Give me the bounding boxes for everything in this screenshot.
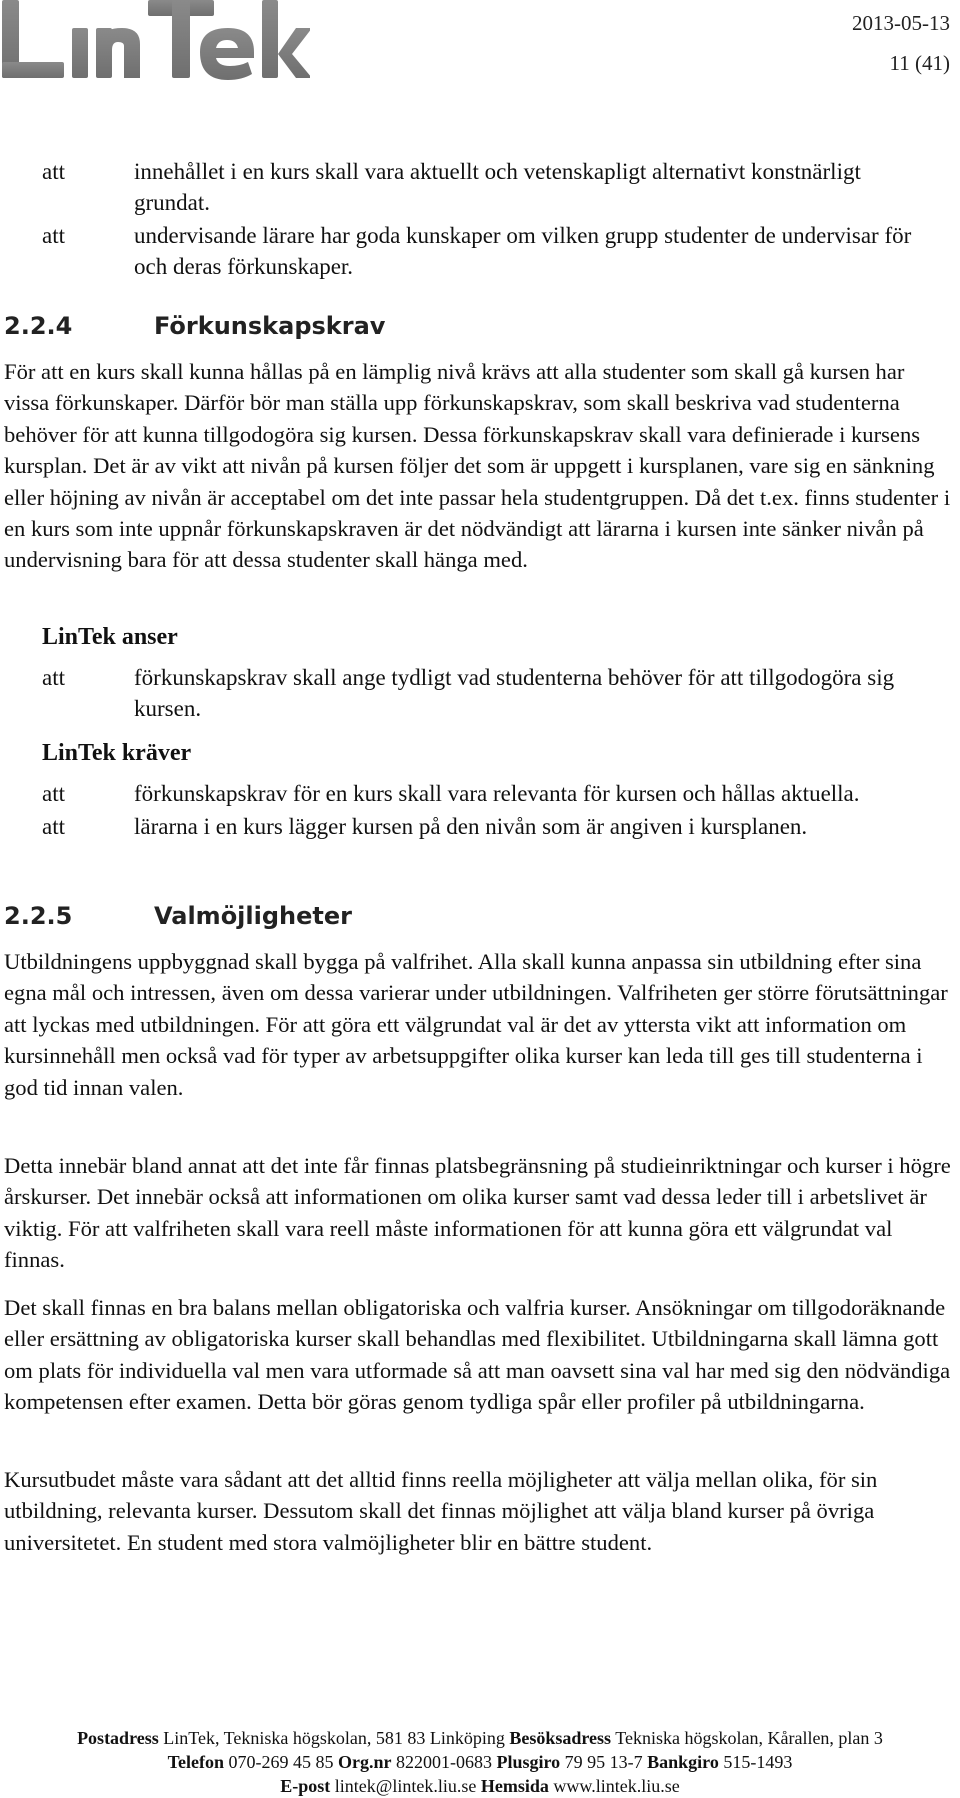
section-heading-2-2-4 [4, 312, 385, 340]
paragraph: Kursutbudet måste vara sådant att det alltid finns reella möjligheter att välja mellan olika, för sin utbildning, relevanta kurser. Dessutom skall det finnas möjlighet att välja bland kurser på övriga universitetet. En student med stora valmöjligheter blir en bättre student. [4, 1467, 878, 1555]
header-meta [852, 4, 950, 84]
bullet-text: undervisande lärare har goda kunskaper om vilken grupp studenter de undervisar för och deras förkunskaper. [134, 223, 912, 279]
page-number: 11 (41) [889, 50, 950, 75]
bullet-text: förkunskapskrav för en kurs skall vara relevanta för kursen och hållas aktuella. [134, 781, 860, 806]
footer-contact-row [0, 1774, 960, 1798]
page-footer [0, 1726, 960, 1798]
bankgiro-label: Bankgiro [647, 1752, 719, 1772]
lintek-anser-heading: LinTek anser [42, 624, 178, 650]
list-item [42, 220, 942, 282]
epost-label: E-post [280, 1776, 331, 1796]
section-number: 2.2.4 [4, 312, 73, 340]
kraver-list [42, 778, 942, 844]
bullet-text: innehållet i en kurs skall vara aktuellt och vetenskapligt alternativt konstnärligt grundat. [134, 159, 861, 215]
orgnr-label: Org.nr [337, 1752, 392, 1772]
plusgiro-value: 79 95 13-7 [564, 1752, 643, 1772]
bankgiro-value: 515-1493 [723, 1752, 793, 1772]
besoksadress-label: Besöksadress [509, 1728, 612, 1748]
bullet-text: lärarna i en kurs lägger kursen på den nivån som är angiven i kursplanen. [134, 814, 808, 839]
epost-link[interactable]: lintek@lintek.liu.se [334, 1776, 477, 1796]
list-item [42, 811, 942, 842]
bullet-key: att [42, 159, 65, 184]
document-date: 2013-05-13 [852, 11, 950, 35]
bullet-text: förkunskapskrav skall ange tydligt vad studenterna behöver för att tillgodogöra sig kursen. [134, 665, 895, 721]
paragraph: Det skall finnas en bra balans mellan obligatoriska och valfria kurser. Ansökningar om tillgodoräknande eller ersättning av obligatoriska kurser skall behandlas med flexibilitet. Utbildningarna skall lämna gott om plats för individuella val men vara utformade så att man oavsett sina val har med sig den nödvändiga kompetensen efter examen. Detta bör göras genom tydliga spår eller profiler på utbildningarna. [4, 1295, 951, 1415]
section-title: Förkunskapskrav [154, 312, 386, 340]
orgnr-value: 822001-0683 [395, 1752, 492, 1772]
bullet-key: att [42, 223, 65, 248]
list-item [42, 662, 942, 724]
section-title: Valmöjligheter [154, 902, 352, 930]
paragraph: Detta innebär bland annat att det inte får finnas platsbegränsning på studieinriktningar och kurser i högre årskurser. Det innebär också att informationen om olika kurser samt vad dessa leder till i arbetslivet är viktig. För att valfriheten skall vara reell måste informationen för att kunna göra ett välgrundat val finnas. [4, 1153, 951, 1273]
plusgiro-label: Plusgiro [496, 1752, 561, 1772]
paragraph: Utbildningens uppbyggnad skall bygga på valfrihet. Alla skall kunna anpassa sin utbildning efter sina egna mål och intressen, även om dessa varierar under utbildningen. Valfriheten ger större förutsättningar att lyckas med utbildningen. För att göra ett välgrundat val är det av yttersta vikt att information om kursinnehåll men också vad för typer av arbetsuppgifter olika kurser kan leda till ges till studenterna i god tid innan valen. [4, 949, 948, 1100]
list-item [42, 778, 942, 809]
top-bullet-list [42, 156, 942, 284]
section-number: 2.2.5 [4, 902, 73, 930]
postadress-value: LinTek, Tekniska högskolan, 581 83 Linköping [163, 1728, 505, 1748]
hemsida-label: Hemsida [480, 1776, 549, 1796]
paragraph: För att en kurs skall kunna hållas på en lämplig nivå krävs att alla studenter som skall gå kursen har vissa förkunskaper. Därför bör man ställa upp förkunskapskrav, som skall beskriva vad studenterna behöver för att kunna tillgodogöra sig kursen. Dessa förkunskapskrav skall vara definierade i kursens kursplan. Det är av vikt att nivån på kursen följer det som är uppgett i kursplanen, vare sig en sänkning eller höjning av nivån är acceptabel om det inte passar hela studentgruppen. Då det t.ex. finns studenter i en kurs som inte uppnår förkunskapskraven är det nödvändigt att lärarna i kursen inte sänker nivån på undervisning bara för att dessa studenter skall hänga med. [4, 359, 951, 573]
besoksadress-value: Tekniska högskolan, Kårallen, plan 3 [615, 1728, 883, 1748]
telefon-label: Telefon [167, 1752, 224, 1772]
anser-list [42, 662, 942, 726]
lintek-logo [0, 0, 310, 82]
section-heading-2-2-5 [4, 902, 352, 930]
lintek-kraver-heading: LinTek kräver [42, 740, 192, 766]
postadress-label: Postadress [77, 1728, 159, 1748]
footer-numbers-row [0, 1750, 960, 1774]
footer-address-row [0, 1726, 960, 1750]
bullet-key: att [42, 781, 65, 806]
list-item [42, 156, 942, 218]
bullet-key: att [42, 665, 65, 690]
hemsida-link[interactable]: www.lintek.liu.se [553, 1776, 680, 1796]
telefon-value: 070-269 45 85 [228, 1752, 334, 1772]
bullet-key: att [42, 814, 65, 839]
